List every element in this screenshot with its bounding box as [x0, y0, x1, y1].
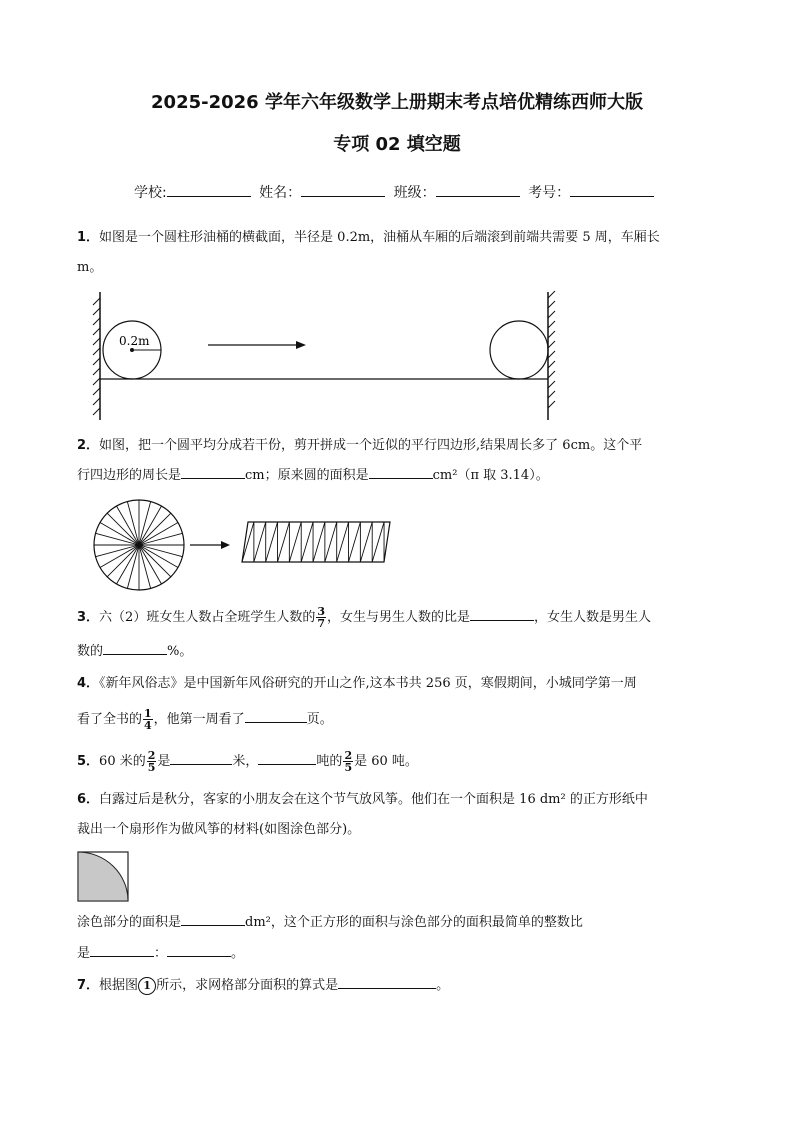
q7-text-c: 。 [436, 978, 450, 993]
barrel-end-icon [490, 321, 548, 379]
q5-blank-tons[interactable] [258, 752, 316, 765]
q6-blank-ratio-left[interactable] [90, 944, 154, 957]
q6-text-b: dm²，这个正方形的面积与涂色部分的面积最简单的整数比 [245, 915, 583, 930]
student-info-row [134, 182, 658, 202]
q6-line1 [77, 790, 648, 810]
frac-numerator: 3 [317, 605, 325, 618]
q4-number: 4． [77, 676, 100, 691]
q2-line2 [77, 466, 549, 486]
q1-unit: m。 [77, 260, 103, 275]
frac-numerator: 2 [147, 749, 156, 762]
frac-numerator: 2 [344, 749, 353, 762]
q6-text-2: 裁出一个扇形作为做风筝的材料(如图涂色部分)。 [77, 822, 361, 837]
q7-number: 7． [77, 978, 100, 993]
q3-text-c: ，女生人数是男生人 [534, 610, 652, 625]
right-arrow-icon [296, 341, 306, 349]
q3-blank-ratio[interactable] [470, 608, 534, 621]
q6-blank-ratio-right[interactable] [167, 944, 231, 957]
page-subtitle: 专项 02 填空题 [333, 134, 461, 155]
right-arrow-icon [221, 541, 230, 549]
q3-fraction [316, 606, 326, 629]
q6-text-a: 涂色部分的面积是 [77, 915, 182, 930]
q6-line2 [77, 820, 360, 840]
q3-number: 3． [77, 610, 100, 625]
q5-fraction-2 [343, 750, 353, 773]
frac-denominator: 7 [317, 617, 325, 630]
class-field[interactable] [436, 183, 520, 197]
parallelogram [242, 522, 390, 562]
q5-line [77, 750, 418, 773]
q3-line1 [77, 606, 651, 629]
q4-text-a: 看了全书的 [77, 712, 143, 727]
q5-number: 5． [77, 754, 100, 769]
q2-line1 [77, 436, 642, 456]
q1-line2 [77, 258, 102, 278]
q6-line3 [77, 913, 583, 933]
q2-text-c: cm²（π 取 3.14）。 [432, 468, 549, 483]
q3-text-b: ，女生与男生人数的比是 [326, 610, 470, 625]
q1-text: 如图是一个圆柱形油桶的横截面，半径是 0.2m，油桶从车厢的后端滚到前端共需要 5 周，车厢长 [99, 230, 660, 245]
q2-text-a: 行四边形的周长是 [77, 468, 182, 483]
exam-no-label: 考号： [528, 185, 571, 201]
radius-label: 0.2m [119, 334, 150, 348]
q5-text-c: 米， [232, 754, 259, 769]
school-field[interactable] [167, 183, 251, 197]
q7-text-a: 根据图 [99, 978, 139, 993]
q2-blank-area[interactable] [369, 466, 433, 479]
q2-text: 如图，把一个圆平均分成若干份，剪开拼成一个近似的平行四边形,结果周长多了 6cm。这个平 [99, 438, 643, 453]
circled-one-icon: 1 [138, 977, 156, 995]
q6-text-d: ： [154, 946, 168, 961]
q4-line1 [77, 674, 637, 694]
q2-blank-perimeter[interactable] [181, 466, 245, 479]
name-label: 姓名： [259, 185, 302, 201]
q1-truck-diagram [88, 288, 568, 428]
q2-text-b: cm；原来圆的面积是 [245, 468, 369, 483]
q6-square-sector-diagram [77, 851, 131, 903]
q5-text-e: 是 60 吨。 [354, 754, 418, 769]
q4-text-b: ，他第一周看了 [153, 712, 245, 727]
frac-denominator: 4 [144, 719, 152, 732]
q3-text-e: %。 [167, 644, 193, 659]
page-title: 2025-2026 学年六年级数学上册期末考点培优精练西师大版 [151, 92, 643, 113]
q4-text-c: 页。 [306, 712, 333, 727]
q5-text-d: 吨的 [316, 754, 343, 769]
q6-number: 6． [77, 792, 100, 807]
exam-no-field[interactable] [570, 183, 654, 197]
q3-text-a: 六（2）班女生人数占全班学生人数的 [99, 610, 316, 625]
q6-text-c: 是 [77, 946, 91, 961]
q5-text-b: 是 [157, 754, 171, 769]
q6-line4 [77, 944, 244, 964]
q3-line2 [77, 642, 192, 662]
q1-line1 [77, 228, 660, 248]
q4-line2 [77, 708, 333, 731]
school-label: 学校: [134, 185, 167, 201]
frac-denominator: 5 [147, 761, 156, 774]
q4-text: 《新年风俗志》是中国新年风俗研究的开山之作,这本书共 256 页，寒假期间，小城同学第一周 [99, 676, 637, 691]
q3-text-d: 数的 [77, 644, 104, 659]
q5-blank-meters[interactable] [170, 752, 232, 765]
q2-number: 2． [77, 438, 100, 453]
q4-blank-pages[interactable] [245, 710, 307, 723]
class-label: 班级： [393, 185, 436, 201]
q2-circle-diagram [92, 498, 402, 598]
q3-blank-percent[interactable] [103, 642, 167, 655]
frac-denominator: 5 [344, 761, 353, 774]
frac-numerator: 1 [144, 707, 152, 720]
q7-blank-formula[interactable] [338, 976, 436, 989]
q7-line [77, 976, 449, 996]
q1-number: 1． [77, 230, 100, 245]
q5-fraction-1 [147, 750, 157, 773]
q7-text-b: 所示，求网格部分面积的算式是 [156, 978, 339, 993]
q6-text: 白露过后是秋分，客家的小朋友会在这个节气放风筝。他们在一个面积是 16 dm² 的正方形纸中 [99, 792, 648, 807]
q4-fraction [143, 708, 153, 731]
sectored-circle [94, 500, 184, 590]
name-field[interactable] [301, 183, 385, 197]
q6-text-e: 。 [231, 946, 245, 961]
q5-text-a: 60 米的 [99, 754, 146, 769]
q6-blank-area[interactable] [181, 913, 245, 926]
